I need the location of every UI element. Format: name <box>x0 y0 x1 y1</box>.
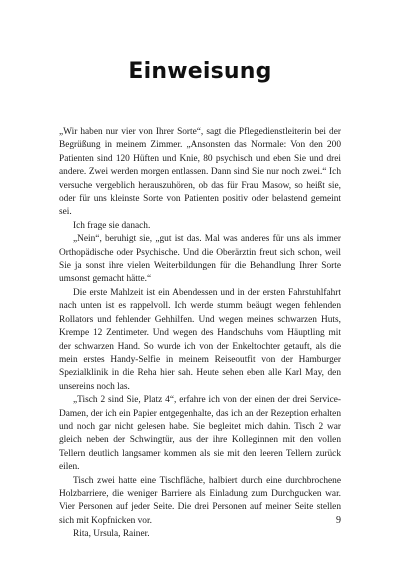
body-text <box>59 126 341 542</box>
paragraph: Die erste Mahlzeit ist ein Abendessen und in der ersten Fahrstuhlfahrt nach unten ist es rappelvoll. Ich werde stumm beäugt wegen fehlenden Rollators und fehlender Gehhilfen. Und wegen meines schwarzen Huts, Krempe 12 Zentimeter. Und wegen des Handschuhs vom Häuptling mit der schwarzen Hand. So wurde ich von der Enkeltochter getauft, als die mein erstes Handy-Selfie in meinem Reiseoutfit von der Hamburger Spezialklinik in die Reha hier sah. Heute sehen eben alle Karl May, den unsereins noch las. <box>59 287 341 392</box>
paragraph: Tisch zwei hatte eine Tischfläche, halbiert durch eine durchbrochene Holzbarriere, die weniger Barriere als Einladung zum Durchgucken war. Vier Personen auf jeder Seite. Die drei Personen auf meiner Seite stellen sich mit Kopfnicken vor. <box>59 475 341 526</box>
page-number: 9 <box>336 515 341 526</box>
paragraph: „Tisch 2 sind Sie, Platz 4“, erfahre ich von der einen der drei Service-Damen, der ich ein Papier entgegenhalte, das ich an der Rezeption erhalten und noch gar nicht gelesen habe. Sie begleitet mich dahin. Tisch 2 war gleich neben der Schwingtür, aus der ihre Kolleginnen mit den vollen Tellern deutlich langsamer kommen als sie mit den leeren Tellern zurück eilen. <box>59 395 341 473</box>
paragraph: „Wir haben nur vier von Ihrer Sorte“, sagt die Pflegedienstleiterin bei der Begrüßung in meinem Zimmer. „Ansonsten das Normale: Von den 200 Patienten sind 120 Hüften und Knie, 80 psychisch und eben Sie und drei andere. Zwei werden morgen entlassen. Dann sind Sie nur noch zwei.“ Ich versuche vergeblich herauszuhören, ob das für Frau Masow, so heißt sie, oder für uns kleinste Sorte von Patienten positiv oder belastend gemeint sei. <box>59 127 341 218</box>
paragraph: Ich frage sie danach. <box>73 220 151 231</box>
paragraph: Rita, Ursula, Rainer. <box>73 529 150 540</box>
chapter-title: Einweisung <box>128 58 272 84</box>
paragraph: „Nein“, beruhigt sie, „gut ist das. Mal was anderes für uns als immer Orthopädische oder Psychische. Und die Oberärztin freut sich schon, weil Sie ja sonst ihre vielen Weiterbildungen für die Behandlung Ihrer Sorte umsonst gemacht hätte.“ <box>59 234 341 285</box>
